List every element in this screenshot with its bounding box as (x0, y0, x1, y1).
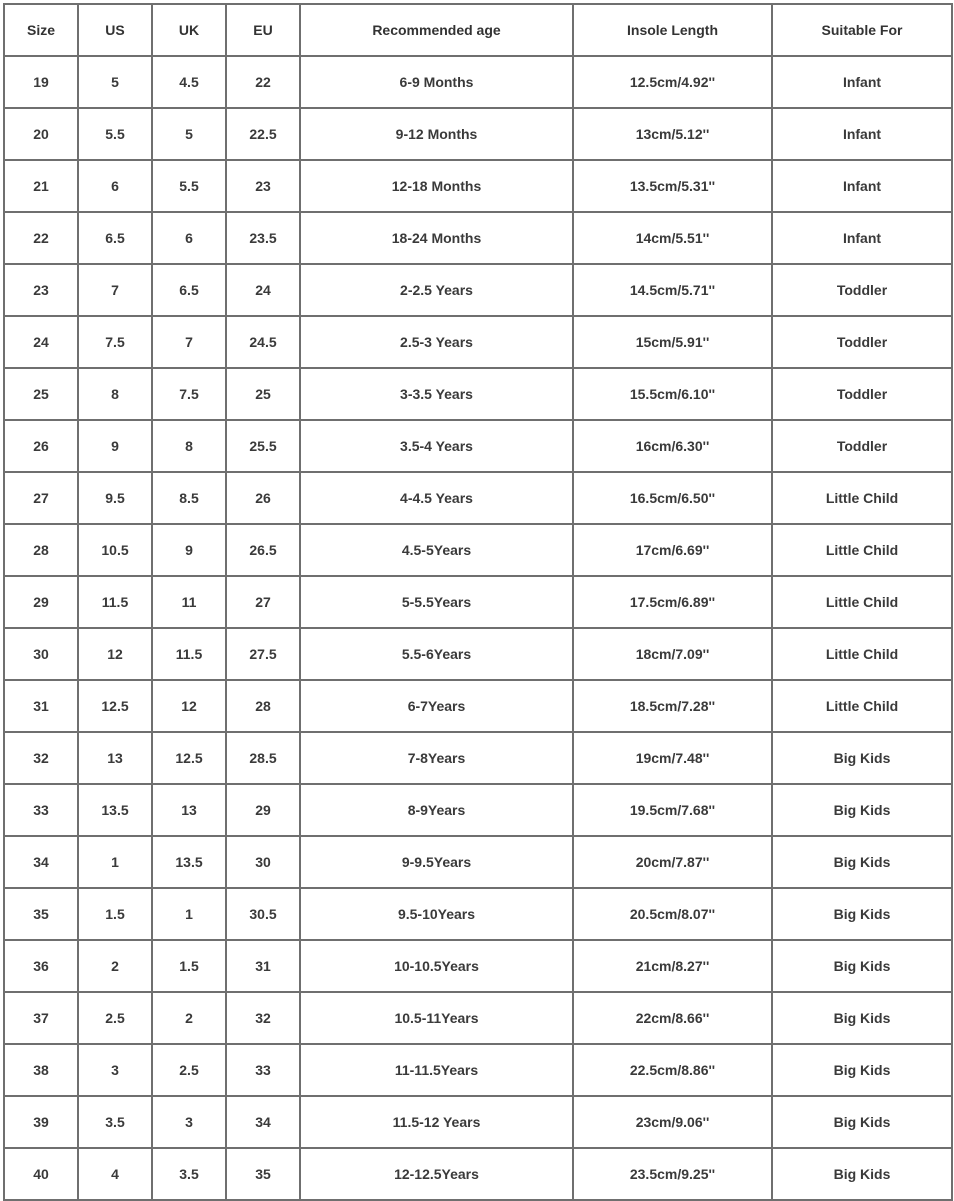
cell-eu: 28 (226, 680, 300, 732)
cell-size: 27 (4, 472, 78, 524)
table-row (4, 784, 952, 836)
cell-recommended-age: 5-5.5Years (300, 576, 573, 628)
cell-us: 7.5 (78, 316, 152, 368)
cell-recommended-age: 9-9.5Years (300, 836, 573, 888)
cell-uk: 3 (152, 1096, 226, 1148)
cell-recommended-age: 7-8Years (300, 732, 573, 784)
cell-recommended-age: 2.5-3 Years (300, 316, 573, 368)
table-row (4, 940, 952, 992)
cell-insole-length: 16cm/6.30'' (573, 420, 772, 472)
table-row (4, 212, 952, 264)
cell-insole-length: 19cm/7.48'' (573, 732, 772, 784)
cell-suitable-for: Toddler (772, 420, 952, 472)
cell-size: 33 (4, 784, 78, 836)
table-row (4, 1044, 952, 1096)
cell-size: 26 (4, 420, 78, 472)
cell-suitable-for: Toddler (772, 264, 952, 316)
cell-uk: 13.5 (152, 836, 226, 888)
cell-suitable-for: Big Kids (772, 888, 952, 940)
cell-size: 25 (4, 368, 78, 420)
cell-eu: 25 (226, 368, 300, 420)
cell-suitable-for: Infant (772, 56, 952, 108)
cell-insole-length: 18.5cm/7.28'' (573, 680, 772, 732)
cell-us: 2 (78, 940, 152, 992)
cell-recommended-age: 12-12.5Years (300, 1148, 573, 1200)
cell-eu: 24 (226, 264, 300, 316)
table-row (4, 316, 952, 368)
cell-eu: 23 (226, 160, 300, 212)
cell-suitable-for: Toddler (772, 368, 952, 420)
table-row (4, 732, 952, 784)
cell-eu: 31 (226, 940, 300, 992)
cell-eu: 25.5 (226, 420, 300, 472)
cell-insole-length: 22cm/8.66'' (573, 992, 772, 1044)
cell-uk: 7 (152, 316, 226, 368)
cell-insole-length: 21cm/8.27'' (573, 940, 772, 992)
cell-us: 3 (78, 1044, 152, 1096)
cell-eu: 26 (226, 472, 300, 524)
cell-us: 13.5 (78, 784, 152, 836)
cell-suitable-for: Big Kids (772, 1148, 952, 1200)
cell-insole-length: 16.5cm/6.50'' (573, 472, 772, 524)
cell-uk: 7.5 (152, 368, 226, 420)
cell-size: 19 (4, 56, 78, 108)
cell-suitable-for: Toddler (772, 316, 952, 368)
table-row (4, 992, 952, 1044)
table-row (4, 160, 952, 212)
cell-recommended-age: 5.5-6Years (300, 628, 573, 680)
cell-eu: 24.5 (226, 316, 300, 368)
cell-us: 1 (78, 836, 152, 888)
cell-size: 24 (4, 316, 78, 368)
cell-insole-length: 23cm/9.06'' (573, 1096, 772, 1148)
cell-uk: 2.5 (152, 1044, 226, 1096)
table-row (4, 836, 952, 888)
cell-us: 10.5 (78, 524, 152, 576)
table-row (4, 888, 952, 940)
cell-eu: 26.5 (226, 524, 300, 576)
column-header-recommended-age: Recommended age (300, 4, 573, 56)
cell-eu: 34 (226, 1096, 300, 1148)
cell-suitable-for: Little Child (772, 524, 952, 576)
cell-us: 6.5 (78, 212, 152, 264)
cell-suitable-for: Little Child (772, 576, 952, 628)
cell-us: 11.5 (78, 576, 152, 628)
cell-uk: 9 (152, 524, 226, 576)
table-row (4, 472, 952, 524)
cell-uk: 6.5 (152, 264, 226, 316)
cell-us: 6 (78, 160, 152, 212)
cell-suitable-for: Little Child (772, 472, 952, 524)
cell-insole-length: 17.5cm/6.89'' (573, 576, 772, 628)
cell-uk: 11.5 (152, 628, 226, 680)
cell-eu: 30.5 (226, 888, 300, 940)
table-row (4, 1096, 952, 1148)
cell-us: 1.5 (78, 888, 152, 940)
cell-us: 5.5 (78, 108, 152, 160)
cell-uk: 5.5 (152, 160, 226, 212)
cell-suitable-for: Big Kids (772, 784, 952, 836)
cell-uk: 12.5 (152, 732, 226, 784)
cell-uk: 12 (152, 680, 226, 732)
cell-uk: 8.5 (152, 472, 226, 524)
cell-suitable-for: Little Child (772, 628, 952, 680)
cell-insole-length: 20.5cm/8.07'' (573, 888, 772, 940)
table-row (4, 680, 952, 732)
cell-size: 40 (4, 1148, 78, 1200)
cell-uk: 4.5 (152, 56, 226, 108)
cell-recommended-age: 6-9 Months (300, 56, 573, 108)
cell-insole-length: 15.5cm/6.10'' (573, 368, 772, 420)
cell-insole-length: 14.5cm/5.71'' (573, 264, 772, 316)
table-body (4, 56, 952, 1200)
cell-us: 7 (78, 264, 152, 316)
cell-size: 38 (4, 1044, 78, 1096)
cell-uk: 3.5 (152, 1148, 226, 1200)
cell-size: 21 (4, 160, 78, 212)
size-chart-table (3, 3, 953, 1201)
cell-suitable-for: Big Kids (772, 732, 952, 784)
cell-us: 9 (78, 420, 152, 472)
cell-eu: 29 (226, 784, 300, 836)
cell-size: 39 (4, 1096, 78, 1148)
cell-insole-length: 12.5cm/4.92'' (573, 56, 772, 108)
cell-insole-length: 22.5cm/8.86'' (573, 1044, 772, 1096)
cell-uk: 8 (152, 420, 226, 472)
column-header-size: Size (4, 4, 78, 56)
table-row (4, 368, 952, 420)
cell-us: 13 (78, 732, 152, 784)
cell-size: 37 (4, 992, 78, 1044)
cell-recommended-age: 8-9Years (300, 784, 573, 836)
cell-recommended-age: 10-10.5Years (300, 940, 573, 992)
cell-suitable-for: Big Kids (772, 1044, 952, 1096)
cell-suitable-for: Little Child (772, 680, 952, 732)
cell-uk: 1.5 (152, 940, 226, 992)
cell-size: 28 (4, 524, 78, 576)
cell-insole-length: 14cm/5.51'' (573, 212, 772, 264)
cell-eu: 33 (226, 1044, 300, 1096)
table-header-row (4, 4, 952, 56)
column-header-suitable-for: Suitable For (772, 4, 952, 56)
cell-suitable-for: Infant (772, 212, 952, 264)
cell-size: 23 (4, 264, 78, 316)
cell-size: 36 (4, 940, 78, 992)
table-row (4, 628, 952, 680)
cell-us: 8 (78, 368, 152, 420)
cell-eu: 35 (226, 1148, 300, 1200)
column-header-eu: EU (226, 4, 300, 56)
cell-recommended-age: 3-3.5 Years (300, 368, 573, 420)
cell-recommended-age: 6-7Years (300, 680, 573, 732)
cell-size: 22 (4, 212, 78, 264)
cell-recommended-age: 12-18 Months (300, 160, 573, 212)
cell-eu: 32 (226, 992, 300, 1044)
cell-size: 32 (4, 732, 78, 784)
cell-uk: 1 (152, 888, 226, 940)
cell-insole-length: 15cm/5.91'' (573, 316, 772, 368)
cell-recommended-age: 4.5-5Years (300, 524, 573, 576)
cell-size: 34 (4, 836, 78, 888)
table-row (4, 108, 952, 160)
cell-suitable-for: Big Kids (772, 940, 952, 992)
cell-recommended-age: 9-12 Months (300, 108, 573, 160)
cell-us: 4 (78, 1148, 152, 1200)
cell-insole-length: 17cm/6.69'' (573, 524, 772, 576)
cell-size: 31 (4, 680, 78, 732)
cell-eu: 22 (226, 56, 300, 108)
cell-eu: 22.5 (226, 108, 300, 160)
cell-recommended-age: 11-11.5Years (300, 1044, 573, 1096)
cell-insole-length: 20cm/7.87'' (573, 836, 772, 888)
cell-insole-length: 23.5cm/9.25'' (573, 1148, 772, 1200)
cell-suitable-for: Infant (772, 108, 952, 160)
column-header-us: US (78, 4, 152, 56)
cell-recommended-age: 10.5-11Years (300, 992, 573, 1044)
cell-size: 35 (4, 888, 78, 940)
cell-us: 9.5 (78, 472, 152, 524)
cell-us: 2.5 (78, 992, 152, 1044)
cell-eu: 30 (226, 836, 300, 888)
cell-suitable-for: Big Kids (772, 992, 952, 1044)
table-row (4, 576, 952, 628)
cell-insole-length: 13.5cm/5.31'' (573, 160, 772, 212)
cell-recommended-age: 11.5-12 Years (300, 1096, 573, 1148)
table-row (4, 56, 952, 108)
cell-us: 3.5 (78, 1096, 152, 1148)
cell-size: 29 (4, 576, 78, 628)
cell-recommended-age: 4-4.5 Years (300, 472, 573, 524)
cell-us: 5 (78, 56, 152, 108)
cell-recommended-age: 18-24 Months (300, 212, 573, 264)
table-row (4, 264, 952, 316)
cell-eu: 27 (226, 576, 300, 628)
table-row (4, 524, 952, 576)
cell-eu: 23.5 (226, 212, 300, 264)
cell-size: 20 (4, 108, 78, 160)
cell-uk: 13 (152, 784, 226, 836)
column-header-insole-length: Insole Length (573, 4, 772, 56)
cell-us: 12 (78, 628, 152, 680)
column-header-uk: UK (152, 4, 226, 56)
cell-suitable-for: Big Kids (772, 1096, 952, 1148)
cell-eu: 28.5 (226, 732, 300, 784)
cell-recommended-age: 3.5-4 Years (300, 420, 573, 472)
cell-uk: 11 (152, 576, 226, 628)
cell-uk: 5 (152, 108, 226, 160)
cell-insole-length: 13cm/5.12'' (573, 108, 772, 160)
cell-us: 12.5 (78, 680, 152, 732)
table-row (4, 420, 952, 472)
table-row (4, 1148, 952, 1200)
cell-uk: 2 (152, 992, 226, 1044)
cell-suitable-for: Big Kids (772, 836, 952, 888)
cell-insole-length: 19.5cm/7.68'' (573, 784, 772, 836)
cell-suitable-for: Infant (772, 160, 952, 212)
cell-eu: 27.5 (226, 628, 300, 680)
cell-uk: 6 (152, 212, 226, 264)
cell-size: 30 (4, 628, 78, 680)
cell-recommended-age: 9.5-10Years (300, 888, 573, 940)
cell-recommended-age: 2-2.5 Years (300, 264, 573, 316)
cell-insole-length: 18cm/7.09'' (573, 628, 772, 680)
